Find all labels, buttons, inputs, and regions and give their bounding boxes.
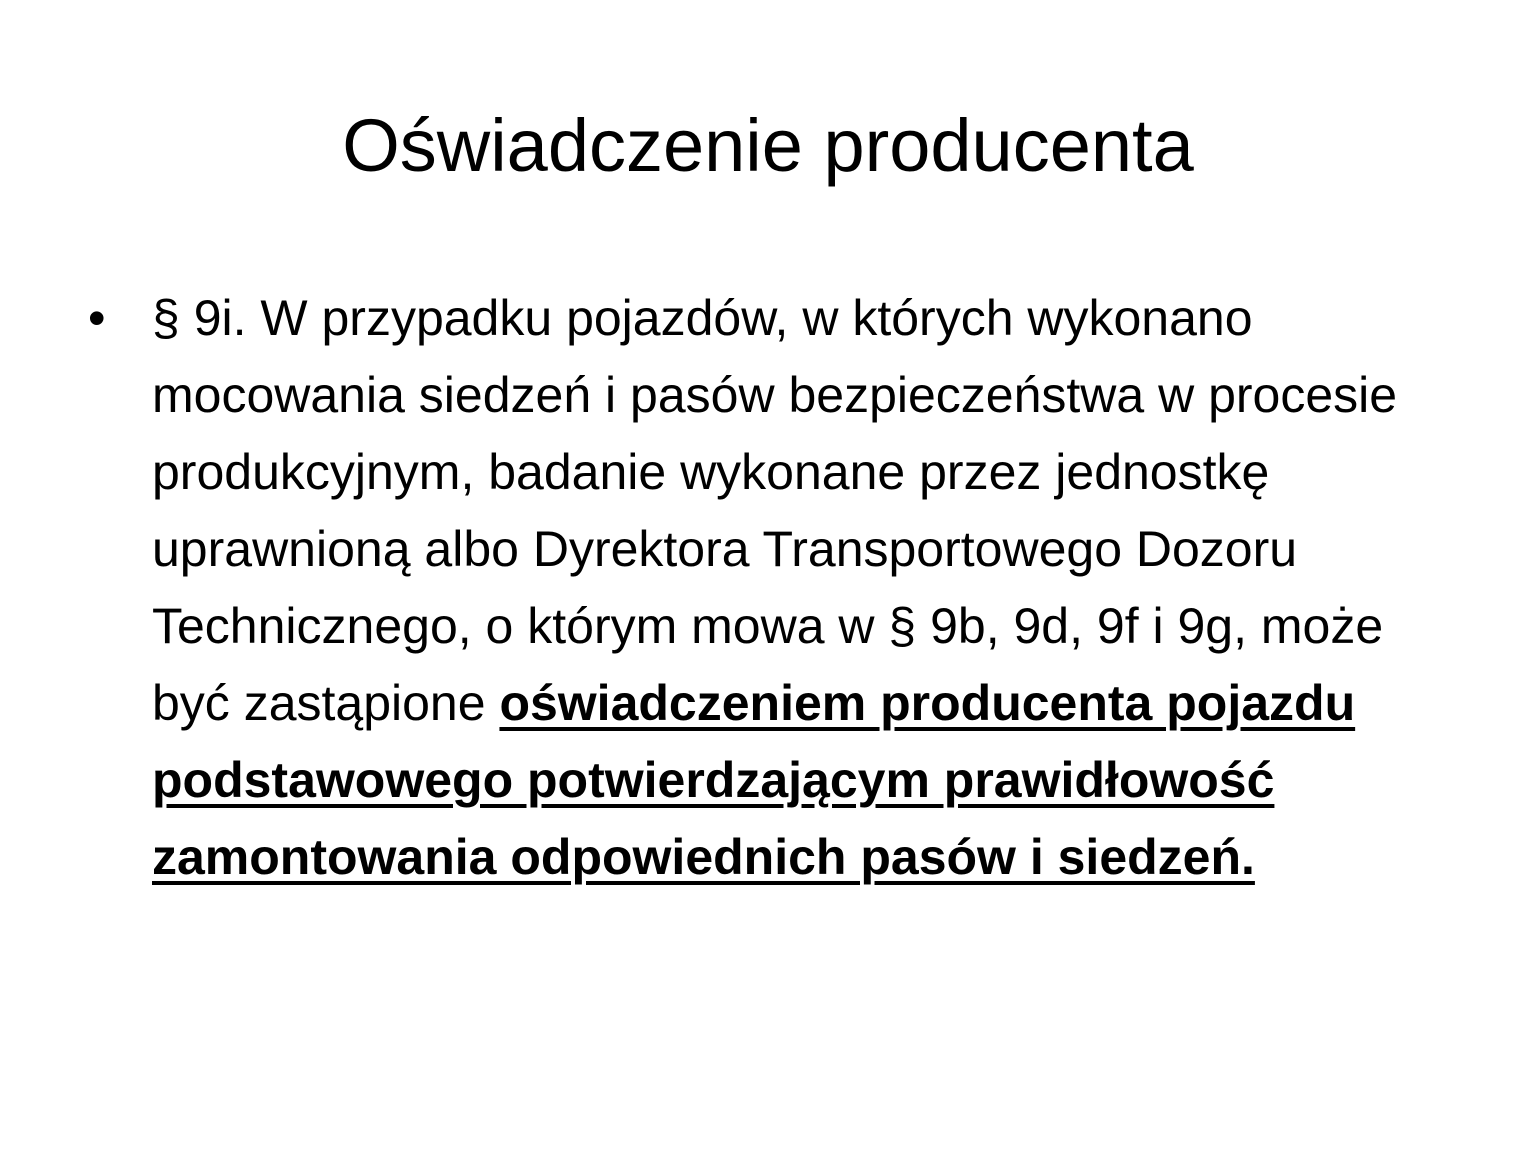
bullet-list [0,280,1536,896]
slide-title: Oświadczenie producenta [342,104,1194,187]
bullet-text: § 9i. W przypadku pojazdów, w których wykonano mocowania siedzeń i pasów bezpieczeństwa w procesie produkcyjnym, badanie wykonane przez jednostkę uprawnioną albo Dyrektora Transportowego Dozoru Technicznego, o którym mowa w § 9b, 9d, 9f i 9g, może być zastąpione [152,290,1398,731]
bullet-marker: • [88,290,106,346]
bullet-item [0,280,1536,896]
bullet-emphasis-text: oświadczeniem producenta pojazdu podstawowego potwierdzającym prawidłowość zamontowania odpowiednich pasów i siedzeń. [152,675,1356,885]
